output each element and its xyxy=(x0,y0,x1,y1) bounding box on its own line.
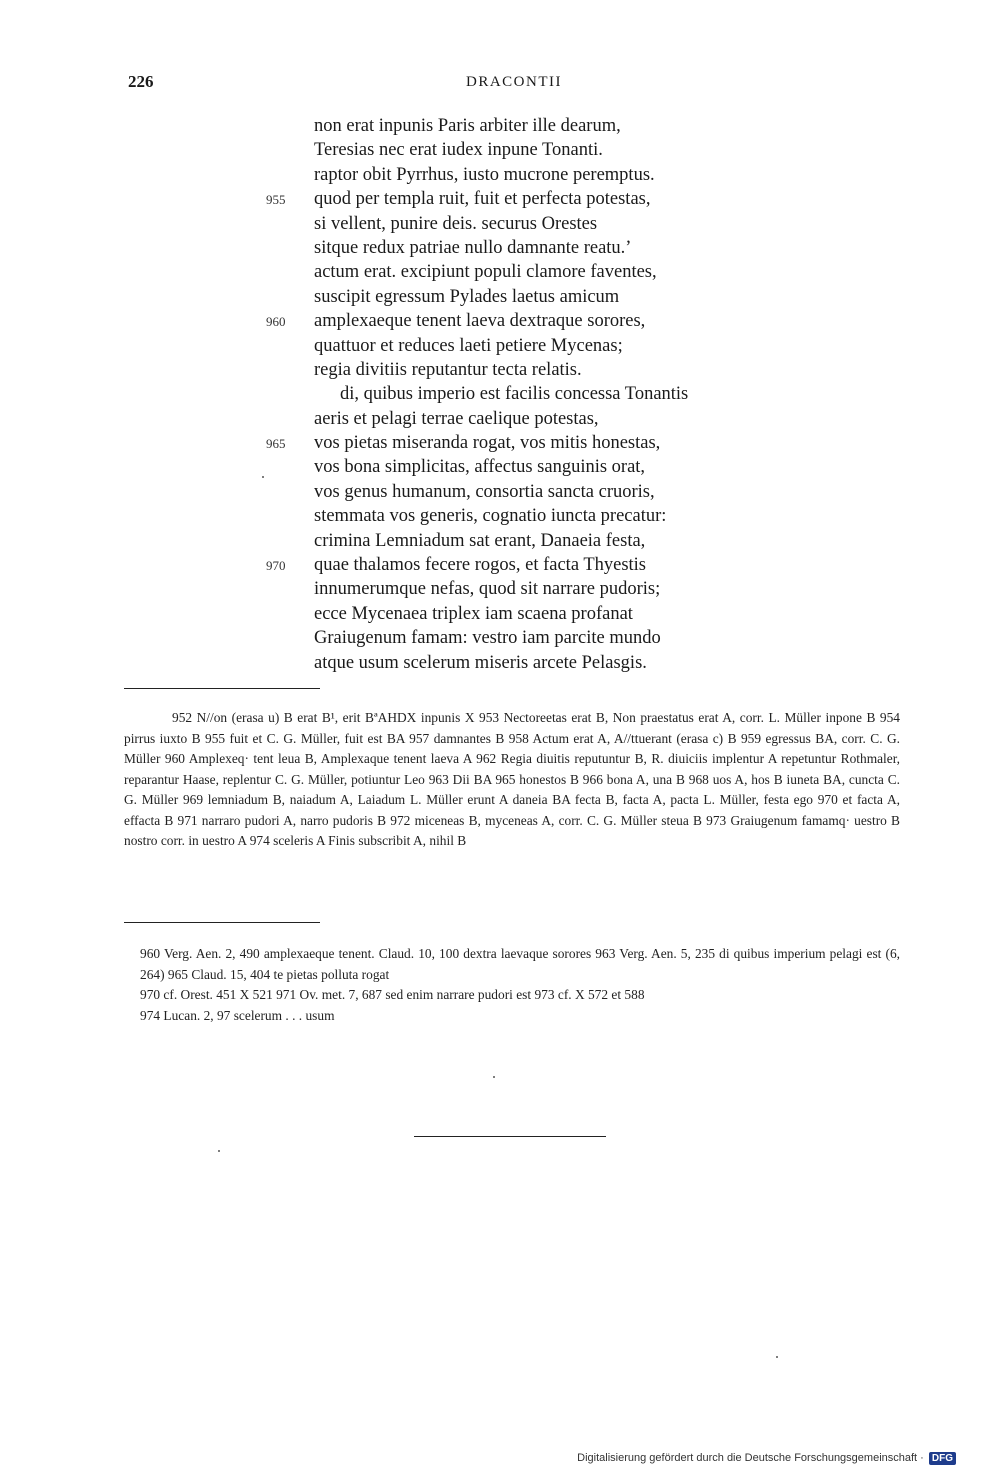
verse-text: non erat inpunis Paris arbiter ille dearum, xyxy=(314,116,621,136)
verse-text: amplexaeque tenent laeva dextraque sorores, xyxy=(314,311,646,332)
scan-speck xyxy=(493,1076,495,1078)
verse-text: sitque redux patriae nullo damnante reatu.’ xyxy=(314,237,632,258)
line-number: 955 xyxy=(266,192,286,208)
verse-line xyxy=(266,553,886,577)
verse-text: quattuor et reduces laeti petiere Mycenas; xyxy=(314,335,623,356)
parallels-text xyxy=(124,944,900,1026)
line-number: 970 xyxy=(266,558,286,574)
verse-line xyxy=(266,236,886,260)
scan-speck xyxy=(776,1356,778,1358)
verse-line xyxy=(266,602,886,626)
scan-speck xyxy=(262,476,264,478)
verse-line xyxy=(266,382,886,406)
verse-text: atque usum scelerum miseris arcete Pelasgis. xyxy=(314,652,647,673)
running-title: DRACONTII xyxy=(466,74,562,90)
critical-apparatus xyxy=(124,708,900,852)
verse-line xyxy=(266,187,886,211)
verse-line xyxy=(266,504,886,528)
verse-text: si vellent, punire deis. securus Orestes xyxy=(314,213,598,234)
verse-line xyxy=(266,577,886,601)
poem-text xyxy=(266,114,886,675)
verse-line xyxy=(266,480,886,504)
verse-text: di, quibus imperio est facilis concessa Tonantis xyxy=(340,384,689,405)
verse-line xyxy=(266,358,886,382)
verse-text: crimina Lemniadum sat erant, Danaeia festa, xyxy=(314,530,646,551)
verse-line xyxy=(266,334,886,358)
parallel-passages xyxy=(124,944,900,1026)
page-number: 226 xyxy=(128,72,154,91)
parallels-divider xyxy=(124,922,320,923)
verse-text: aeris et pelagi terrae caelique potestas, xyxy=(314,408,599,429)
verse-line xyxy=(266,651,886,675)
verse-line xyxy=(266,138,886,162)
verse-text: vos pietas miseranda rogat, vos mitis honestas, xyxy=(314,433,661,454)
verse-line xyxy=(266,529,886,553)
verse-text: ecce Mycenaea triplex iam scaena profanat xyxy=(314,603,633,624)
verse-line xyxy=(266,431,886,455)
dfg-logo: DFG xyxy=(929,1452,956,1465)
verse-text: Graiugenum famam: vestro iam parcite mundo xyxy=(314,628,661,649)
verse-text: suscipit egressum Pylades laetus amicum xyxy=(314,286,620,307)
verse-text: vos bona simplicitas, affectus sanguinis orat, xyxy=(314,457,646,478)
credit-text: Digitalisierung gefördert durch die Deutsche Forschungsgemeinschaft · xyxy=(577,1452,924,1464)
line-number: 960 xyxy=(266,314,286,330)
verse-text: Teresias nec erat iudex inpune Tonanti. xyxy=(314,140,603,161)
verse-line xyxy=(266,455,886,479)
end-rule xyxy=(414,1136,606,1137)
verse-line xyxy=(266,114,886,138)
verse-line xyxy=(266,285,886,309)
digitization-credit xyxy=(577,1452,956,1465)
footnote-divider xyxy=(124,688,320,689)
verse-text: quod per templa ruit, fuit et perfecta potestas, xyxy=(314,189,651,210)
parallels-line: 970 cf. Orest. 451 X 521 971 Ov. met. 7, 687 sed enim narrare pudori est 973 cf. X 572 et 588 xyxy=(140,987,645,1002)
verse-text: vos genus humanum, consortia sancta cruoris, xyxy=(314,481,655,502)
apparatus-text: 952 N//on (erasa u) B erat B¹, erit BªAHDX inpunis X 953 Nectoreetas erat B, Non praestatus erat A, corr. L. Müller inpone B 954 pirrus iuxto B 955 fuit et C. G. Müller, fuit est BA 957 damnantes B 958 Actum erat A, A//ttuerant (erasa c) B 959 egressus BA, corr. C. G. Müller 960 Amplexeq· tent leua B, Amplexaque tenent laeva A 962 Regia diuitis reputuntur B, R. diuiciis implentur A repetuntur Rothmaler, reparantur Haase, replentur C. G. Müller, potiuntur Leo 963 Dii BA 965 honestos B 966 bona A, una B 968 uos A, hos B iuneta BA, cuncta C. G. Müller 969 lemniadum B, naiadum A, Laiadum L. Müller erunt A daneia BA fecta B, facta A, pacta L. Müller, festa ego 970 et facta A, effacta B 971 narraro pudori A, narro pudoris B 972 miceneas B, myceneas A, corr. C. G. Müller steua B 973 Graiugenum famamq· uestro B nostro corr. in uestro A 974 sceleris A Finis subscribit A, nihil B xyxy=(124,710,900,848)
verse-line xyxy=(266,260,886,284)
line-number: 965 xyxy=(266,436,286,452)
parallels-line: 974 Lucan. 2, 97 scelerum . . . usum xyxy=(140,1007,335,1023)
verse-text: regia divitiis reputantur tecta relatis. xyxy=(314,359,582,380)
verse-text: innumerumque nefas, quod sit narrare pudoris; xyxy=(314,579,661,600)
verse-text: stemmata vos generis, cognatio iuncta precatur: xyxy=(314,506,667,527)
verse-line xyxy=(266,309,886,333)
verse-line xyxy=(266,407,886,431)
verse-text: quae thalamos fecere rogos, et facta Thyestis xyxy=(314,555,647,576)
scan-speck xyxy=(218,1150,220,1152)
page-header xyxy=(128,72,900,98)
verse-line xyxy=(266,212,886,236)
verse-line xyxy=(266,163,886,187)
parallels-line: 960 Verg. Aen. 2, 490 amplexaeque tenent. Claud. 10, 100 dextra laevaque sorores 963 Verg. Aen. 5, 235 di quibus imperium pelagi est (6, 264) 965 Claud. 15, 404 te pietas polluta rogat xyxy=(140,946,900,982)
verse-line xyxy=(266,626,886,650)
verse-text: raptor obit Pyrrhus, iusto mucrone peremptus. xyxy=(314,164,655,185)
verse-text: actum erat. excipiunt populi clamore faventes, xyxy=(314,262,657,283)
